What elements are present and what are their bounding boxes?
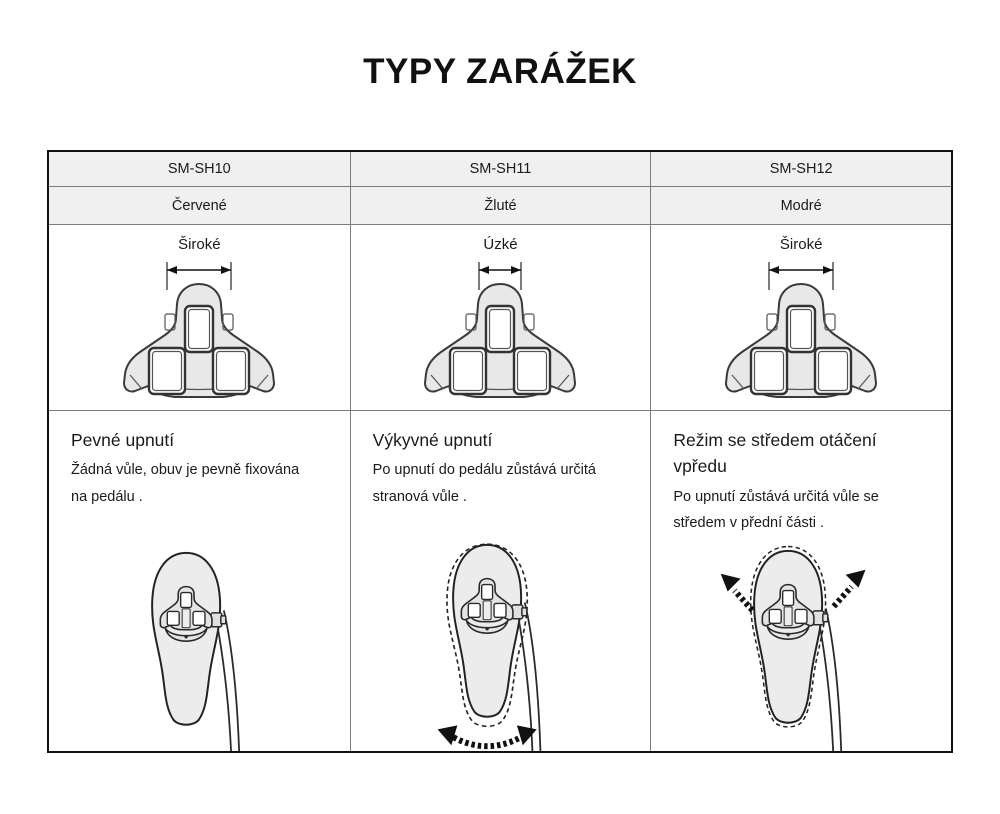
cleat-width-label: Úzké [483,236,518,253]
shoe-lateral-float-diagram-icon [407,533,597,751]
cleat-cell-sm-sh10 [49,224,350,410]
color-name-red: Červené [49,186,350,224]
cleat-cell-sm-sh11 [350,224,651,410]
shoe-front-center-float-diagram-icon [708,539,898,751]
cleat-comparison-table [47,150,953,753]
mode-description: Žádná vůle, obuv je pevně fixována na pedálu . [71,462,300,506]
mode-cell-fixed [49,410,350,751]
mode-title: Režim se středem otáčení vpředu [673,430,877,477]
mode-cell-lateral-float [350,410,651,751]
cleat-width-label: Široké [178,236,221,253]
model-header-sm-sh10: SM-SH10 [49,152,350,186]
cleat-width-label: Široké [779,236,823,253]
mode-description: Po upnutí zůstává určitá vůle se středem v přední části . [673,488,879,532]
page-title: TYPY ZARÁŽEK [363,52,637,91]
mode-description: Po upnutí do pedálu zůstává určitá stranová vůle . [372,462,596,506]
cleat-cell-sm-sh12 [650,224,951,410]
color-name-yellow: Žluté [350,186,651,224]
color-name-blue: Modré [650,186,951,224]
model-header-sm-sh12: SM-SH12 [650,152,951,186]
cleat-wide-diagram-icon [701,256,901,406]
model-header-sm-sh11: SM-SH11 [350,152,651,186]
cleat-wide-diagram-icon [99,256,299,406]
mode-cell-front-center-float [650,410,951,751]
shoe-fixed-diagram-icon [106,541,296,751]
cleat-narrow-diagram-icon [400,256,600,406]
mode-title: Pevné upnutí [71,430,175,450]
mode-title: Výkyvné upnutí [372,430,493,450]
